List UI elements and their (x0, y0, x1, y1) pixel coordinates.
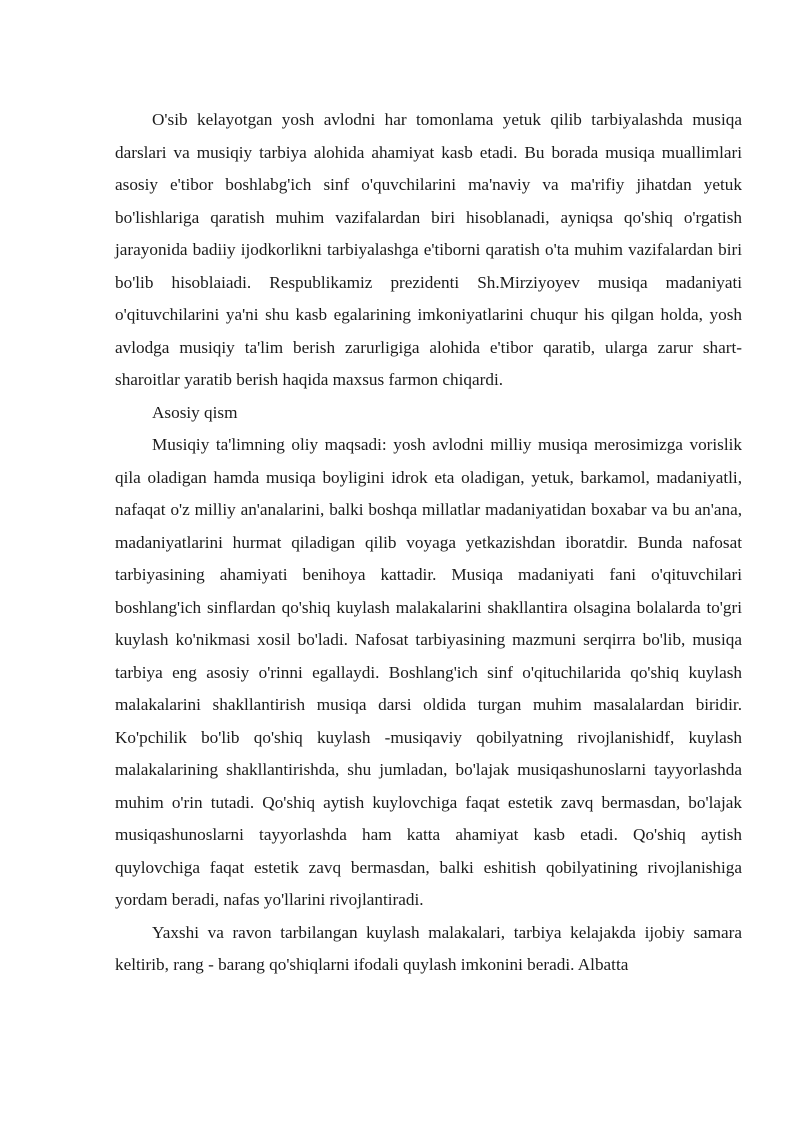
closing-paragraph: Yaxshi va ravon tarbilangan kuylash malakalari, tarbiya kelajakda ijobiy samara keltirib, rang - barang qo'shiqlarni ifodali quylash imkonini beradi. Albatta (115, 922, 742, 974)
main-paragraph: Musiqiy ta'limning oliy maqsadi: yosh avlodni milliy musiqa merosimizga vorislik qila oladigan hamda musiqa boyligini idrok eta oladigan, yetuk, barkamol, madaniyatli, nafaqat o'z milliy an'analarini, balki boshqa millatlar madaniyatidan boxabar va bu an'ana, madaniyatlarini hurmat qiladigan qilib voyaga yetkazishdan iboratdir. Bunda nafosat tarbiyasining ahamiyati benihoya kattadir. Musiqa madaniyati fani o'qituvchilari boshlang'ich sinflardan qo'shiq kuylash malakalarini shakllantira olsagina bolalarda to'gri kuylash ko'nikmasi xosil bo'ladi. Nafosat tarbiyasining mazmuni serqirra bo'lib, musiqa tarbiya eng asosiy o'rinni egallaydi. Boshlang'ich sinf o'qituchilarida qo'shiq kuylash malakalarini shakllantirish musiqa darsi oldida turgan muhim masalalardan biridir. Ko'pchilik bo'lib qo'shiq kuylash -musiqaviy qobilyatning rivojlanishidf, kuylash malakalarining shakllantirishda, shu jumladan, bo'lajak musiqashunoslarni tayyorlashda muhim o'rin tutadi. Qo'shiq aytish kuylovchiga faqat estetik zavq bermasdan, bo'lajak musiqashunoslarni tayyorlashda ham katta ahamiyat kasb etadi. Qo'shiq aytish quylovchiga faqat estetik zavq bermasdan, balki eshitish qobilyatining rivojlanishiga yordam beradi, nafas yo'llarini rivojlantiradi. (115, 435, 742, 909)
section-heading: Asosiy qism (152, 402, 238, 422)
intro-paragraph: O'sib kelayotgan yosh avlodni har tomonlama yetuk qilib tarbiyalashda musiqa darslari va musiqiy tarbiya alohida ahamiyat kasb etadi. Bu borada musiqa muallimlari asosiy e'tibor boshlabg'ich sinf o'quvchilarini ma'naviy va ma'rifiy jihatdan yetuk bo'lishlariga qaratish muhim vazifalardan biri hisoblanadi, ayniqsa qo'shiq o'rgatish jarayonida badiiy ijodkorlikni tarbiyalashga e'tiborni qaratish o'ta muhim vazifalardan biri bo'lib hisoblaiadi. Respublikamiz prezidenti Sh.Mirziyoyev musiqa madaniyati o'qituvchilarini ya'ni shu kasb egalarining imkoniyatlarini chuqur his qilgan holda, yosh avlodga musiqiy ta'lim berish zarurligiga alohida e'tibor qaratib, ularga zarur shart-sharoitlar yaratib berish haqida maxsus farmon chiqardi. (115, 110, 742, 389)
document-page (115, 104, 742, 982)
